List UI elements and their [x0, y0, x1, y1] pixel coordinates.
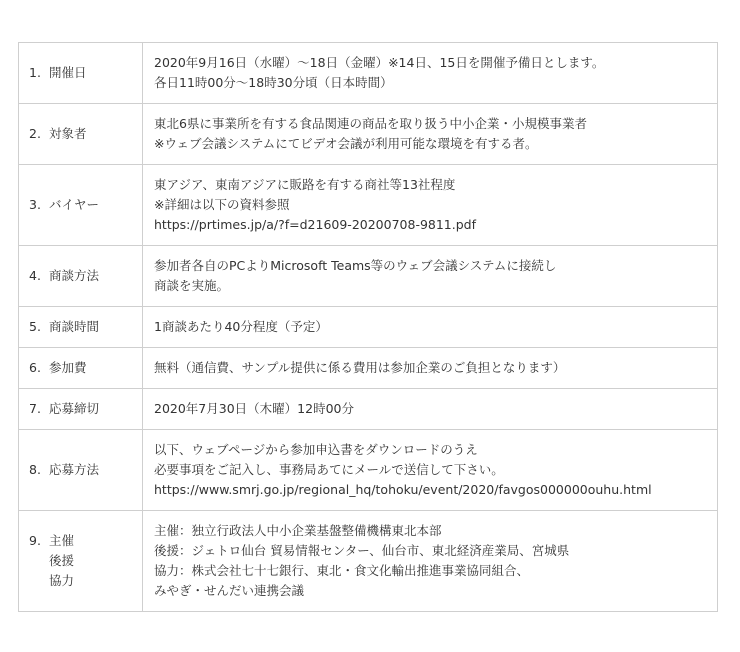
row-content-line: 以下、ウェブページから参加申込書をダウンロードのうえ	[154, 442, 478, 457]
table-row	[19, 246, 718, 307]
row-label-cell	[19, 430, 143, 511]
row-content-line: https://prtimes.jp/a/?f=d21609-20200708-9811.pdf	[154, 217, 477, 232]
row-label: 応募締切	[49, 401, 100, 416]
row-content-line: 参加者各自のPCよりMicrosoft Teams等のウェブ会議システムに接続し	[154, 258, 557, 273]
row-content-cell	[143, 307, 718, 348]
row-number: 4.	[29, 268, 41, 283]
row-label-group	[49, 531, 74, 591]
row-label-cell	[19, 43, 143, 104]
row-content-line: 協力：株式会社七十七銀行、東北・食文化輸出推進事業協同組合、	[154, 563, 530, 578]
row-content-cell	[143, 389, 718, 430]
table-row	[19, 389, 718, 430]
row-label-group	[49, 460, 99, 480]
row-content-cell	[143, 43, 718, 104]
row-label: バイヤー	[49, 197, 100, 212]
row-label-cell	[19, 348, 143, 389]
row-content-line: 各日11時00分～18時30分頃（日本時間）	[154, 75, 393, 90]
event-info-table-container	[18, 42, 718, 612]
row-content-line: 2020年9月16日（水曜）～18日（金曜）※14日、15日を開催予備日とします。	[154, 55, 605, 70]
row-number: 6.	[29, 360, 41, 375]
row-label-cell	[19, 104, 143, 165]
row-label-cell	[19, 307, 143, 348]
row-label-group	[49, 63, 87, 83]
row-label-group	[49, 124, 87, 144]
row-label: 協力	[49, 573, 75, 588]
row-content-line: みやぎ・せんだい連携会議	[154, 583, 305, 598]
row-label: 商談時間	[49, 319, 100, 334]
row-content-line: https://www.smrj.go.jp/regional_hq/tohoku/event/2020/favgos000000ouhu.html	[154, 482, 652, 497]
row-content-cell	[143, 430, 718, 511]
row-label: 後援	[49, 553, 75, 568]
table-row	[19, 104, 718, 165]
row-label-cell	[19, 165, 143, 246]
row-content-line: 無料（通信費、サンプル提供に係る費用は参加企業のご負担となります）	[154, 360, 566, 375]
row-content-line: 東アジア、東南アジアに販路を有する商社等13社程度	[154, 177, 456, 192]
row-label-group	[49, 399, 99, 419]
row-content-line: 東北6県に事業所を有する食品関連の商品を取り扱う中小企業・小規模事業者	[154, 116, 587, 131]
row-content-cell	[143, 511, 718, 612]
table-row	[19, 348, 718, 389]
row-label-group	[49, 358, 87, 378]
row-label: 参加費	[49, 360, 87, 375]
row-content-line: 主催：独立行政法人中小企業基盤整備機構東北本部	[154, 523, 442, 538]
table-row	[19, 511, 718, 612]
event-info-table	[18, 42, 718, 612]
row-content-line: 1商談あたり40分程度（予定）	[154, 319, 328, 334]
row-content-line: 後援：ジェトロ仙台 貿易情報センター、仙台市、東北経済産業局、宮城県	[154, 543, 570, 558]
row-number: 8.	[29, 462, 41, 477]
row-content-line: ※詳細は以下の資料参照	[154, 197, 290, 212]
row-label-group	[49, 266, 99, 286]
row-label-cell	[19, 511, 143, 612]
row-number: 9.	[29, 533, 41, 548]
row-label-group	[49, 317, 99, 337]
row-number: 3.	[29, 197, 41, 212]
table-row	[19, 43, 718, 104]
table-row	[19, 165, 718, 246]
row-number: 7.	[29, 401, 41, 416]
event-info-table-body	[19, 43, 718, 612]
row-label-cell	[19, 246, 143, 307]
row-content-line: ※ウェブ会議システムにてビデオ会議が利用可能な環境を有する者。	[154, 136, 538, 151]
row-label-cell	[19, 389, 143, 430]
row-number: 1.	[29, 65, 41, 80]
row-label: 商談方法	[49, 268, 100, 283]
row-content-cell	[143, 104, 718, 165]
row-label: 対象者	[49, 126, 87, 141]
table-row	[19, 430, 718, 511]
row-label: 開催日	[49, 65, 87, 80]
row-content-cell	[143, 165, 718, 246]
row-content-cell	[143, 348, 718, 389]
row-content-line: 必要事項をご記入し、事務局あてにメールで送信して下さい。	[154, 462, 504, 477]
row-label: 主催	[49, 533, 75, 548]
row-content-cell	[143, 246, 718, 307]
row-content-line: 商談を実施。	[154, 278, 230, 293]
table-row	[19, 307, 718, 348]
row-number: 2.	[29, 126, 41, 141]
row-content-line: 2020年7月30日（木曜）12時00分	[154, 401, 354, 416]
row-number: 5.	[29, 319, 41, 334]
row-label: 応募方法	[49, 462, 100, 477]
row-label-group	[49, 195, 99, 215]
